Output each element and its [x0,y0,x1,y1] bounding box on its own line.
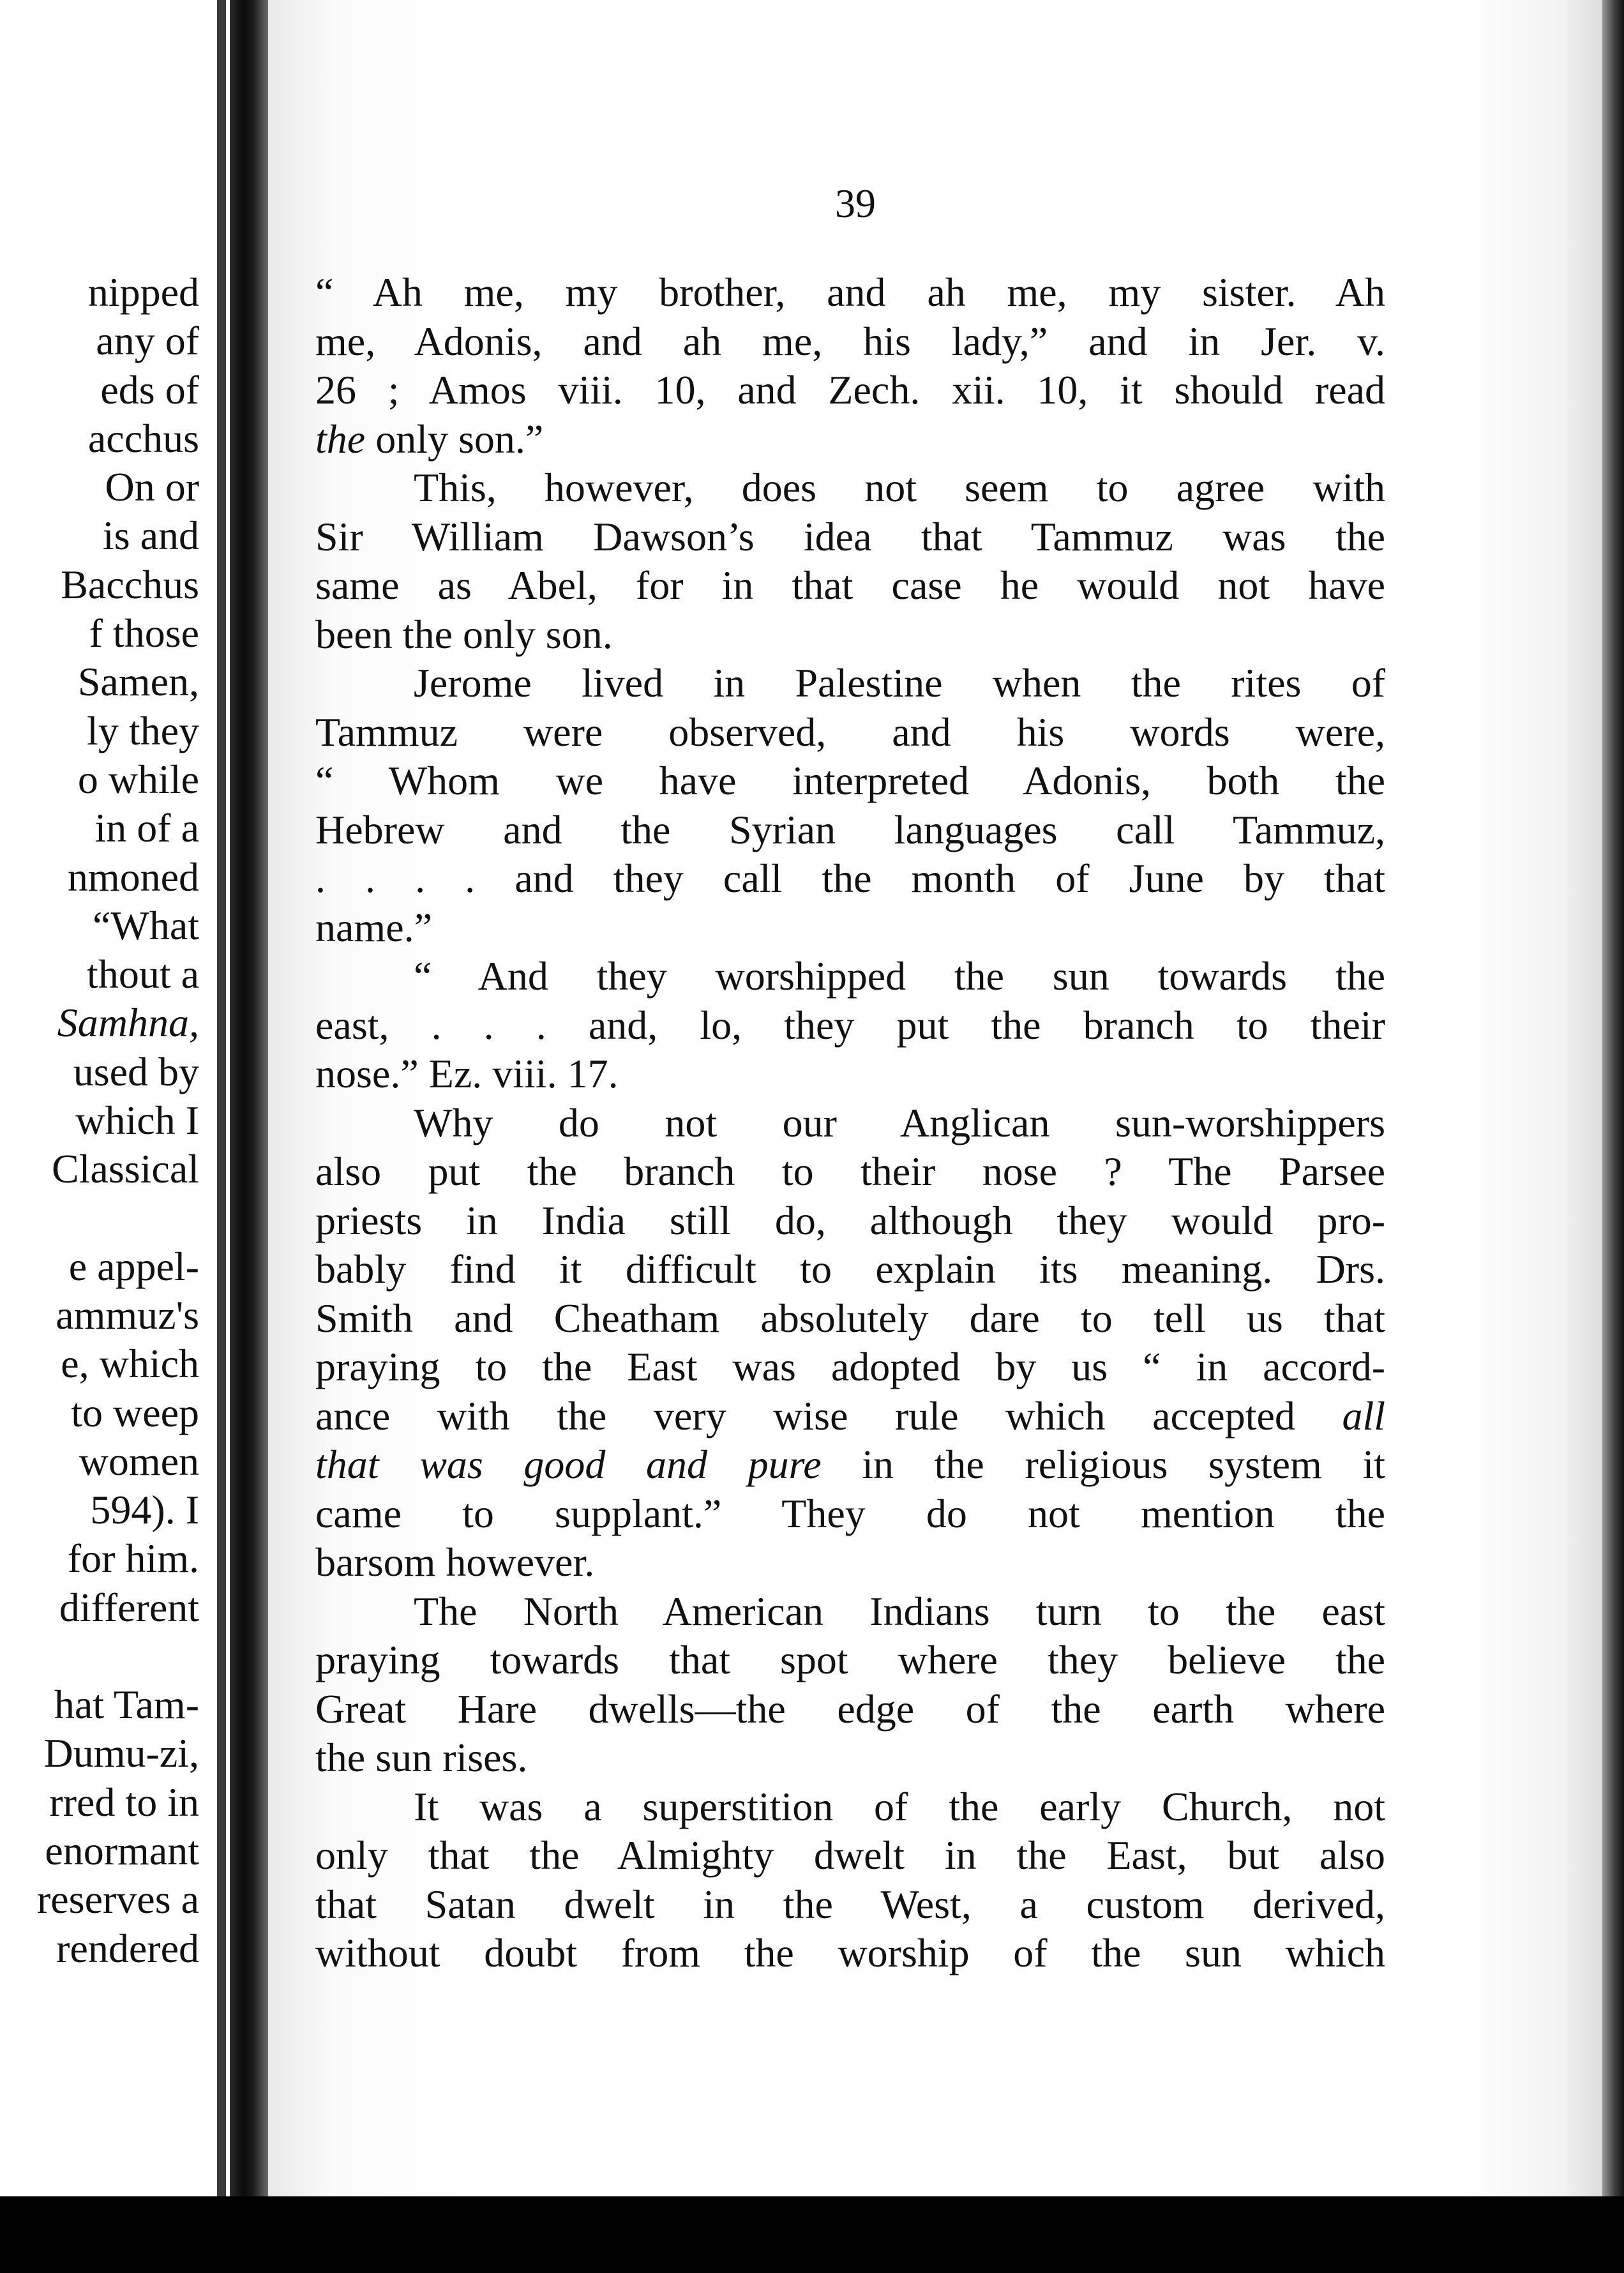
text-line: been the only son. [315,611,613,657]
left-page-line [0,1632,199,1680]
left-page-line [0,1194,199,1242]
text-line: Smith and Cheatham absolutely dare to tell us that [315,1295,1385,1341]
left-page-line: any of [96,318,199,364]
text-line: priests in India still do, although they would pro- [315,1197,1385,1243]
left-page-line: for him. [67,1536,199,1582]
italic-emphasis: the [315,416,366,462]
text-line: “ Whom we have interpreted Adonis, both the [315,758,1385,803]
text-line: Great Hare dwells—the edge of the earth where [315,1686,1385,1732]
text-line: bably find it difficult to explain its meaning. Drs. [315,1246,1385,1292]
text-line [315,415,1385,464]
text-line: barsom however. [315,1539,595,1585]
text-line: praying towards that spot where they believe the [315,1637,1385,1682]
left-page-line: Samhna, [57,1000,199,1046]
left-page-line: “What [93,902,199,948]
page-number: 39 [835,181,876,226]
text-line: “ Ah me, my brother, and ah me, my sister. Ah [315,269,1385,315]
left-page-line: ly they [87,707,199,753]
text-segment: only son.” [365,416,544,462]
text-line: same as Abel, for in that case he would not have [315,563,1385,608]
left-page-line: rendered [56,1925,199,1971]
left-page-line: to weep [71,1389,199,1435]
text-line: Sir William Dawson’s idea that Tammuz was the [315,513,1385,559]
text-line: east, . . . and, lo, they put the branch to their [315,1002,1385,1048]
left-page-text [0,268,199,1973]
text-segment: in the religious system it [821,1442,1385,1487]
text-line: came to supplant.” They do not mention the [315,1490,1385,1536]
left-page-line: rred to in [49,1779,199,1825]
text-line: only that the Almighty dwelt in the East, but also [315,1832,1385,1878]
left-page-line: which I [75,1098,199,1144]
text-line: name.” [315,904,432,950]
text-line: also put the branch to their nose ? The Parsee [315,1149,1385,1194]
left-page-line: acchus [87,415,199,461]
left-page-line: Samen, [77,659,199,705]
left-page-line: reserves a [36,1877,199,1922]
book-gutter [230,0,268,2196]
left-page-line: thout a [87,951,199,997]
italic-emphasis: all [1342,1393,1385,1439]
text-segment: ance with the very wise rule which accepted [315,1393,1342,1439]
text-line: Hebrew and the Syrian languages call Tammuz, [315,806,1385,852]
text-line: Tammuz were observed, and his words were, [315,709,1385,755]
left-page-line: eds of [100,366,199,412]
text-line: . . . . and they call the month of June by that [315,856,1385,901]
page-edge [1602,0,1624,2196]
text-line: The North American Indians turn to the east [414,1588,1385,1634]
left-page-line: Classical [51,1146,199,1192]
text-line [315,1440,1385,1490]
gutter-shadow [217,0,226,2196]
text-line: me, Adonis, and ah me, his lady,” and in Jer. v. [315,318,1385,364]
text-line: This, however, does not seem to agree with [414,465,1385,510]
left-page-line: Bacchus [61,561,199,607]
text-line: Why do not our Anglican sun-worshippers [414,1099,1385,1145]
text-line: “ And they worshipped the sun towards the [414,953,1385,999]
left-page-line: nmoned [67,854,199,900]
left-page-line: hat Tam- [54,1682,199,1728]
left-page-line: in of a [94,805,199,851]
left-page-line: Dumu-zi, [43,1730,199,1776]
left-page-line: nipped [87,269,199,315]
text-line: nose.” Ez. viii. 17. [315,1051,619,1096]
left-page-line: is and [102,513,199,559]
scan-border [0,2196,1624,2273]
left-page-line: f those [89,610,199,656]
left-page-line: women [79,1438,199,1484]
left-page-line: o while [77,756,199,802]
text-line: 26 ; Amos viii. 10, and Zech. xii. 10, it should read [315,367,1385,412]
text-line: praying to the East was adopted by us “ in accord- [315,1344,1385,1389]
italic-emphasis: that was good and pure [315,1442,822,1487]
text-line: Jerome lived in Palestine when the rites of [414,660,1385,706]
text-line: that Satan dwelt in the West, a custom derived, [315,1881,1385,1927]
left-page-line: e appel- [68,1243,199,1289]
left-page-line: different [59,1584,199,1630]
text-line: without doubt from the worship of the sun which [315,1930,1385,1975]
text-line: the sun rises. [315,1735,528,1780]
left-page-fragment [0,0,230,2196]
left-page-line: On or [105,464,199,510]
left-page-line: enormant [45,1827,199,1873]
left-page-line: used by [73,1048,199,1094]
text-line [315,1392,1385,1441]
left-page-line: ammuz's [56,1292,199,1338]
text-line: It was a superstition of the early Church, not [414,1783,1385,1829]
page-body-text [315,268,1385,1978]
left-page-line: e, which [61,1341,199,1387]
left-page-line: 594). I [90,1487,199,1533]
